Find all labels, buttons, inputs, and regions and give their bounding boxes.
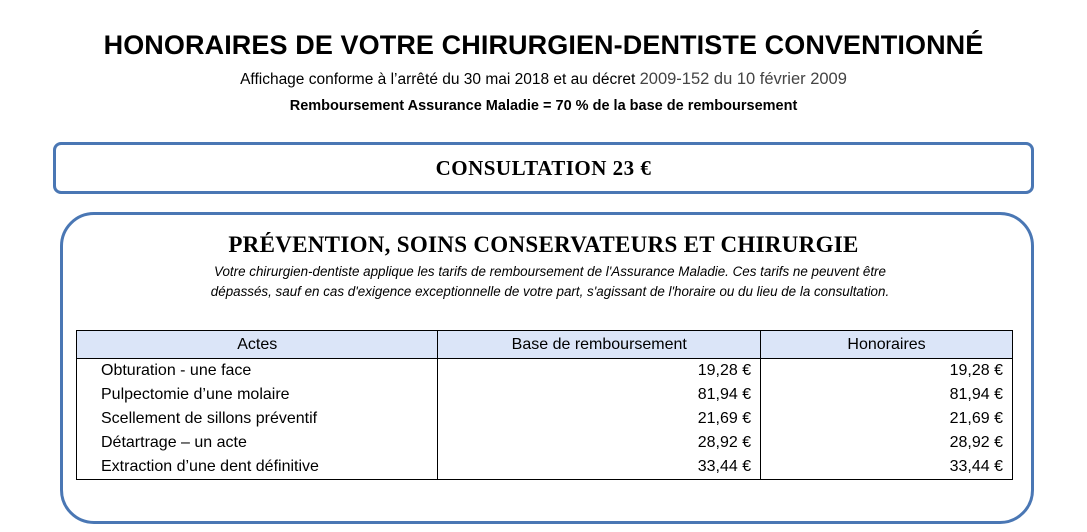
act-name: Scellement de sillons préventif [77, 407, 438, 431]
act-fee: 21,69 € [761, 407, 1013, 431]
header-base: Base de remboursement [438, 331, 761, 359]
act-fee: 33,44 € [761, 455, 1013, 480]
act-name: Pulpectomie d’une molaire [77, 383, 438, 407]
consultation-box [53, 142, 1034, 194]
section-intro-line: Votre chirurgien-dentiste applique les tarifs de remboursement de l'Assurance Maladie. Ces tarifs ne peuvent être [214, 264, 886, 279]
table-row [77, 383, 1013, 407]
page-title: HONORAIRES DE VOTRE CHIRURGIEN-DENTISTE CONVENTIONNÉ [103, 30, 984, 60]
table-header-row [77, 331, 1013, 359]
act-base: 21,69 € [438, 407, 761, 431]
act-fee: 28,92 € [761, 431, 1013, 455]
table-row [77, 431, 1013, 455]
table-row [77, 455, 1013, 480]
act-base: 33,44 € [438, 455, 761, 480]
header-actes: Actes [77, 331, 438, 359]
legal-reference [0, 70, 1087, 89]
fees-table [76, 330, 1013, 480]
consultation-label: CONSULTATION 23 € [435, 155, 652, 180]
act-base: 81,94 € [438, 383, 761, 407]
act-name: Détartrage – un acte [77, 431, 438, 455]
act-fee: 19,28 € [761, 359, 1013, 384]
table-row [77, 407, 1013, 431]
act-fee: 81,94 € [761, 383, 1013, 407]
section-intro-line: dépassés, sauf en cas d'exigence exceptionnelle de votre part, s'agissant de l'horaire ou du lieu de la consultation. [210, 284, 890, 299]
act-base: 19,28 € [438, 359, 761, 384]
section-intro [110, 262, 990, 302]
table-row [77, 359, 1013, 384]
reimbursement-rate: Remboursement Assurance Maladie = 70 % de la base de remboursement [289, 98, 798, 114]
legal-reference-decree: 2009-152 du 10 février 2009 [639, 70, 847, 88]
act-name: Extraction d’une dent définitive [77, 455, 438, 480]
section-title: PRÉVENTION, SOINS CONSERVATEURS ET CHIRURGIE [228, 232, 859, 257]
act-base: 28,92 € [438, 431, 761, 455]
legal-reference-main: Affichage conforme à l’arrêté du 30 mai 2018 et au décret [240, 71, 640, 88]
act-name: Obturation - une face [77, 359, 438, 384]
header-honoraires: Honoraires [761, 331, 1013, 359]
